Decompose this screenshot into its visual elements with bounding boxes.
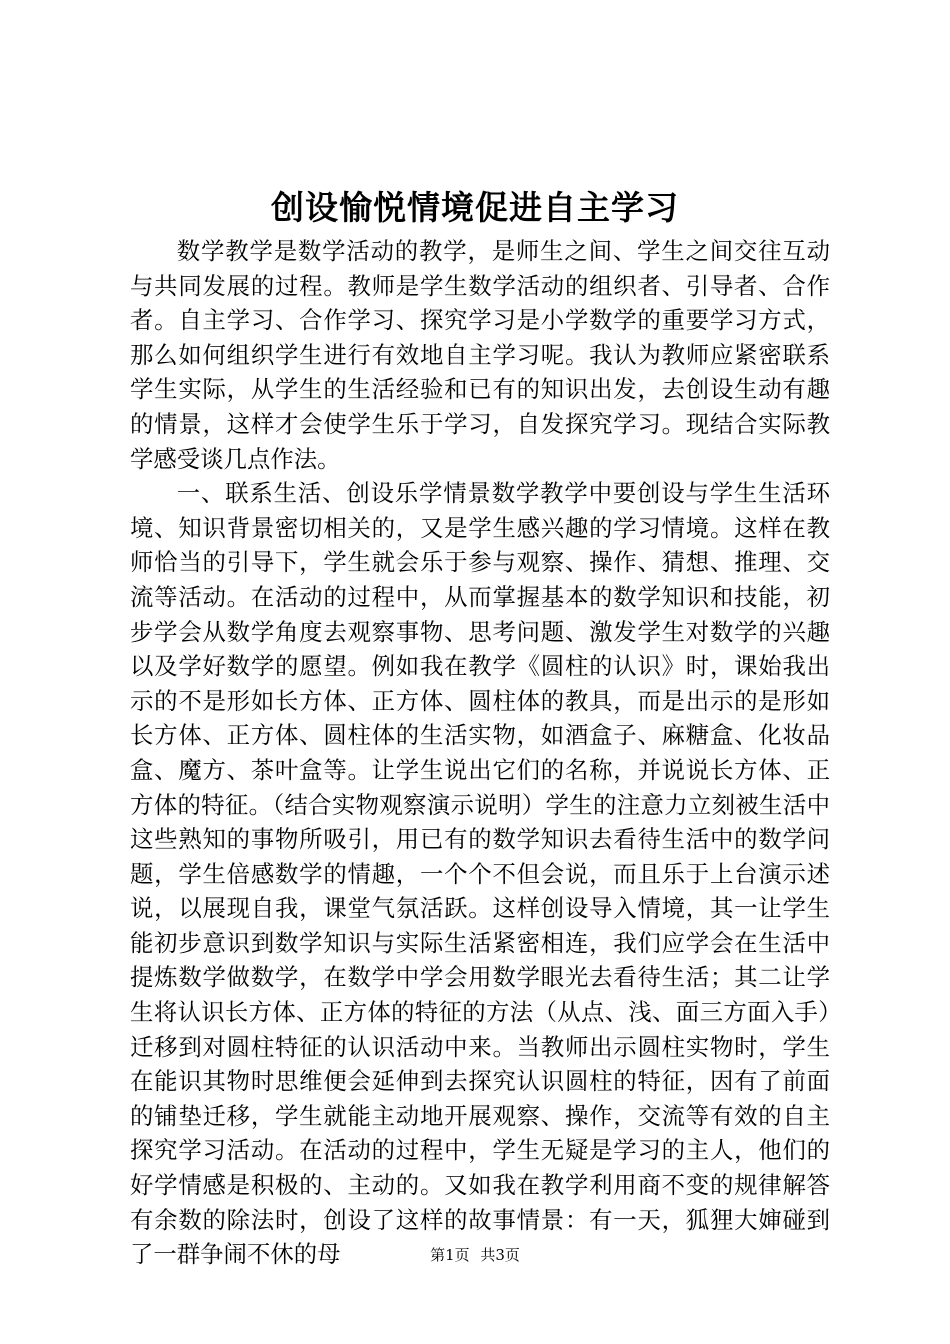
paragraph-intro: 数学教学是数学活动的教学，是师生之间、学生之间交往互动与共同发展的过程。教师是学生数学活动的组织者、引导者、合作者。自主学习、合作学习、探究学习是小学数学的重要学习方式，那么如何组织学生进行有效地自主学习呢。我认为教师应紧密联系学生实际，从学生的生活经验和已有的知识出发，去创设生动有趣的情景，这样才会使学生乐于学习，自发探究学习。现结合实际教学感受谈几点作法。	[130, 237, 830, 473]
document-title: 创设愉悦情境促进自主学习	[271, 188, 679, 227]
paragraph-section-one: 一、联系生活、创设乐学情景数学教学中要创设与学生生活环境、知识背景密切相关的，又是学生感兴趣的学习情境。这样在教师恰当的引导下，学生就会乐于参与观察、操作、猜想、推理、交流等活动。在活动的过程中，从而掌握基本的数学知识和技能，初步学会从数学角度去观察事物、思考问题、激发学生对数学的兴趣以及学好数学的愿望。例如我在教学《圆柱的认识》时，课始我出示的不是形如长方体、正方体、圆柱体的教具，而是出示的是形如长方体、正方体、圆柱体的生活实物，如酒盒子、麻糖盒、化妆品盒、魔方、茶叶盒等。让学生说出它们的名称，并说说长方体、正方体的特征。（结合实物观察演示说明）学生的注意力立刻被生活中这些熟知的事物所吸引，用已有的数学知识去看待生活中的数学问题，学生倍感数学的情趣，一个个不但会说，而且乐于上台演示述说，以展现自我，课堂气氛活跃。这样创设导入情境，其一让学生能初步意识到数学知识与实际生活紧密相连，我们应学会在生活中提炼数学做数学，在数学中学会用数学眼光去看待生活；其二让学生将认识长方体、正方体的特征的方法（从点、浅、面三方面入手）迁移到对圆柱特征的认识活动中来。当教师出示圆柱实物时，学生在能识其物时思维便会延伸到去探究认识圆柱的特征，因有了前面的铺垫迁移，学生就能主动地开展观察、操作，交流等有效的自主探究学习活动。在活动的过程中，学生无疑是学习的主人，他们的好学情感是积极的、主动的。又如我在教学利用商不变的规律解答有余数的除法时，创设了这样的故事情景：有一天，狐狸大婶碰到了一群争闹不休的母	[130, 479, 830, 1269]
document-body	[130, 234, 830, 1272]
page-footer	[0, 1245, 950, 1265]
page-number: 第1页	[430, 1246, 470, 1264]
page-total: 共3页	[480, 1246, 520, 1264]
